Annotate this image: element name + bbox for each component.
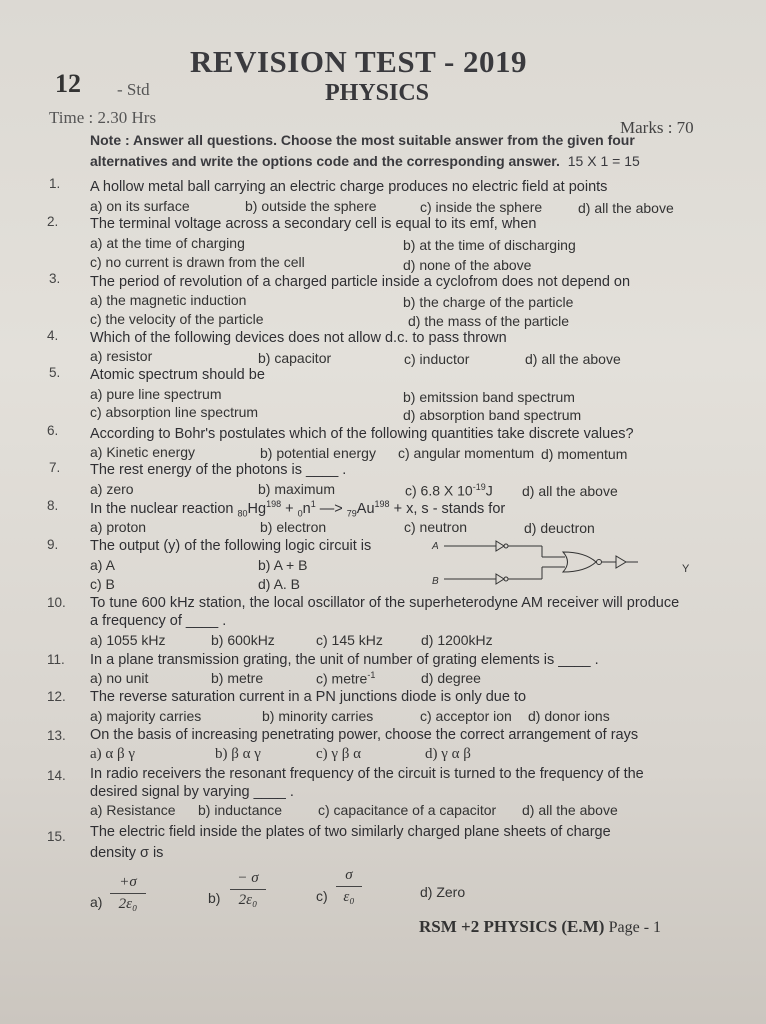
- question-text: Atomic spectrum should be: [90, 367, 265, 383]
- option-b: b) inductance: [198, 802, 283, 818]
- option-a: a) pure line spectrum: [90, 386, 222, 402]
- question-number: 4.: [47, 328, 59, 343]
- mass-number: 1: [310, 499, 316, 509]
- option-a: a) at the time of charging: [90, 235, 245, 251]
- option-b: b) emitssion band spectrum: [403, 389, 575, 405]
- option-a: a) A: [90, 557, 115, 573]
- page-title: REVISION TEST - 2019: [190, 44, 528, 79]
- not-gate-out: [616, 556, 626, 568]
- option-d: d) the mass of the particle: [408, 313, 570, 329]
- option-c: c) γ β α: [316, 746, 362, 762]
- fraction-numerator: − σ: [237, 870, 259, 886]
- page-number: Page - 1: [608, 919, 662, 936]
- circuit-wires: [444, 541, 638, 584]
- fraction-numerator: σ: [345, 867, 353, 883]
- note-line-2: [90, 153, 640, 169]
- option-a: a) the magnetic induction: [90, 292, 247, 308]
- option-b: b) at the time of discharging: [403, 237, 576, 253]
- fraction-denominator: 2ε₀: [118, 896, 138, 912]
- or-gate: [563, 552, 596, 572]
- fraction-numerator: +σ: [119, 874, 137, 890]
- option-c: c) capacitance of a capacitor: [318, 802, 497, 818]
- question-text: A hollow metal ball carrying an electric charge produces no electric field at points: [90, 179, 608, 195]
- not-gate-b: [496, 574, 504, 584]
- element-symbol: Au: [356, 500, 375, 517]
- question-number: 14.: [47, 768, 66, 783]
- std-number: 12: [55, 69, 81, 98]
- option-c-unit: J: [485, 482, 493, 499]
- option-a: a) Resistance: [90, 802, 176, 818]
- option-d: d) 1200kHz: [421, 632, 493, 648]
- option-d: d) absorption band spectrum: [403, 407, 582, 423]
- note-text: alternatives and write the options code and the corresponding answer.: [90, 153, 560, 169]
- arrow: —>: [315, 500, 347, 517]
- option-b: b) electron: [260, 519, 327, 535]
- option-c: c) no current is drawn from the cell: [90, 254, 305, 270]
- option-c-exponent: -1: [367, 670, 376, 680]
- option-d: d) all the above: [525, 351, 621, 367]
- question-text-continued: desired signal by varying ____ .: [90, 784, 294, 800]
- time-allowed: Time : 2.30 Hrs: [49, 108, 157, 127]
- question-text: The terminal voltage across a secondary cell is equal to its emf, when: [90, 216, 537, 232]
- option-a: a) Kinetic energy: [90, 444, 196, 460]
- option-a: a) zero: [90, 481, 134, 497]
- output-y-label: Y: [682, 563, 690, 575]
- subject-title: PHYSICS: [325, 80, 430, 106]
- option-c: c) angular momentum: [398, 445, 535, 461]
- question-number: 15.: [47, 829, 66, 844]
- question-number: 3.: [49, 271, 61, 286]
- option-c: c) the velocity of the particle: [90, 311, 264, 327]
- question-text: The output (y) of the following logic circuit is: [90, 538, 372, 554]
- question-number: 10.: [47, 595, 66, 610]
- option-a-fraction: [110, 874, 146, 913]
- question-text: On the basis of increasing penetrating power, choose the correct arrangement of rays: [90, 727, 639, 743]
- question-number: 2.: [47, 214, 59, 229]
- option-b: b) capacitor: [258, 350, 332, 366]
- question-number: 11.: [47, 652, 65, 667]
- question-text: [90, 499, 505, 519]
- question-text: To tune 600 kHz station, the local oscillator of the superheterodyne AM receiver will produce: [90, 595, 680, 611]
- note-marks: 15 X 1 = 15: [567, 153, 640, 169]
- option-b: b) outside the sphere: [245, 198, 377, 214]
- fraction-denominator: 2ε₀: [238, 892, 258, 908]
- element-symbol: Hg: [247, 500, 267, 517]
- option-d: d) none of the above: [403, 257, 532, 273]
- total-marks: Marks : 70: [620, 118, 694, 137]
- question-number: 7.: [49, 460, 61, 475]
- question-text: In radio receivers the resonant frequency of the circuit is turned to the frequency of the: [90, 766, 644, 782]
- option-a-label: a): [90, 894, 103, 910]
- option-d: d) all the above: [522, 483, 618, 499]
- option-c-label: c): [316, 888, 328, 904]
- input-a-label: A: [432, 541, 439, 552]
- mass-number: 198: [374, 499, 390, 509]
- option-b: b) A + B: [258, 557, 308, 573]
- element-symbol: n: [302, 500, 311, 517]
- atomic-number: 79: [346, 508, 357, 519]
- question-text: The electric field inside the plates of two similarly charged plane sheets of charge: [90, 824, 611, 840]
- option-c: [405, 482, 493, 499]
- question-number: 5.: [49, 365, 61, 380]
- option-b-label: b): [208, 890, 221, 906]
- std-label: - Std: [117, 80, 150, 99]
- question-text: The period of revolution of a charged particle inside a cyclofrom does not depend on: [90, 274, 631, 290]
- nor-bubble: [597, 560, 602, 565]
- option-d: d) Zero: [420, 884, 466, 900]
- question-number: 8.: [47, 498, 59, 513]
- fraction-bar: [110, 893, 146, 894]
- note-line-1: Note : Answer all questions. Choose the most suitable answer from the given four: [90, 132, 635, 148]
- option-a: a) 1055 kHz: [90, 632, 166, 648]
- question-text-part: + x, s - stands for: [389, 500, 506, 517]
- question-number: 12.: [47, 689, 66, 704]
- question-text: The reverse saturation current in a PN junctions diode is only due to: [90, 689, 527, 705]
- option-d: d) all the above: [578, 200, 674, 216]
- not-gate-a: [496, 541, 504, 551]
- option-c: c) B: [90, 576, 115, 592]
- question-number: 6.: [47, 423, 59, 438]
- option-d: d) degree: [421, 670, 481, 686]
- atomic-number: 80: [237, 508, 248, 519]
- option-b: b) 600kHz: [211, 632, 275, 648]
- option-d: d) γ α β: [425, 746, 471, 762]
- option-c-base: c) 6.8 X 10: [405, 482, 473, 499]
- option-c-fraction: [336, 867, 362, 906]
- footer-code: RSM +2 PHYSICS (E.M): [419, 917, 605, 936]
- option-a: a) on its surface: [90, 198, 190, 214]
- option-a: a) proton: [90, 519, 147, 535]
- option-a: a) α β γ: [90, 746, 136, 762]
- option-a: a) resistor: [90, 348, 153, 364]
- option-b: b) minority carries: [262, 708, 374, 724]
- question-text: According to Bohr's postulates which of the following quantities take discrete values?: [90, 426, 634, 442]
- question-text-part: In the nuclear reaction: [90, 500, 234, 517]
- question-text-continued: density σ is: [90, 845, 164, 861]
- page-footer: [419, 917, 661, 937]
- option-c-base: c) metre: [316, 670, 368, 687]
- option-c: c) neutron: [404, 519, 468, 535]
- option-b: b) potential energy: [260, 445, 376, 461]
- option-c: c) absorption line spectrum: [90, 404, 259, 420]
- question-text: In a plane transmission grating, the unit of number of grating elements is ____ .: [90, 652, 599, 668]
- question-number: 1.: [49, 176, 61, 191]
- question-number: 13.: [47, 728, 66, 743]
- option-d: d) all the above: [522, 802, 618, 818]
- fraction-denominator: ε₀: [343, 889, 355, 905]
- plus-sign: +: [281, 500, 298, 517]
- option-b: b) maximum: [258, 481, 336, 497]
- option-c: c) inductor: [404, 351, 470, 367]
- question-text-continued: a frequency of ____ .: [90, 613, 227, 629]
- option-a: a) no unit: [90, 670, 149, 686]
- fraction-bar: [230, 889, 266, 890]
- option-b: b) β α γ: [215, 746, 261, 762]
- atomic-number: 0: [297, 508, 303, 519]
- option-c-exponent: -19: [472, 482, 486, 492]
- option-c: c) inside the sphere: [420, 199, 543, 215]
- option-c: c) acceptor ion: [420, 708, 512, 724]
- option-b: b) the charge of the particle: [403, 294, 574, 310]
- logic-circuit-diagram: [430, 535, 720, 590]
- option-c: [316, 670, 375, 687]
- option-d: d) deuctron: [524, 520, 595, 536]
- mass-number: 198: [266, 499, 282, 509]
- option-d: d) A. B: [258, 576, 301, 592]
- question-number: 9.: [47, 537, 59, 552]
- option-b: b) metre: [211, 670, 264, 686]
- option-d: d) donor ions: [528, 708, 610, 724]
- option-d: d) momentum: [541, 446, 628, 462]
- option-b-fraction: [230, 870, 266, 909]
- input-b-label: B: [432, 576, 439, 587]
- fraction-bar: [336, 886, 362, 887]
- question-text: The rest energy of the photons is ____ .: [90, 462, 347, 478]
- option-a: a) majority carries: [90, 708, 202, 724]
- option-c: c) 145 kHz: [316, 632, 383, 648]
- question-text: Which of the following devices does not allow d.c. to pass thrown: [90, 330, 507, 346]
